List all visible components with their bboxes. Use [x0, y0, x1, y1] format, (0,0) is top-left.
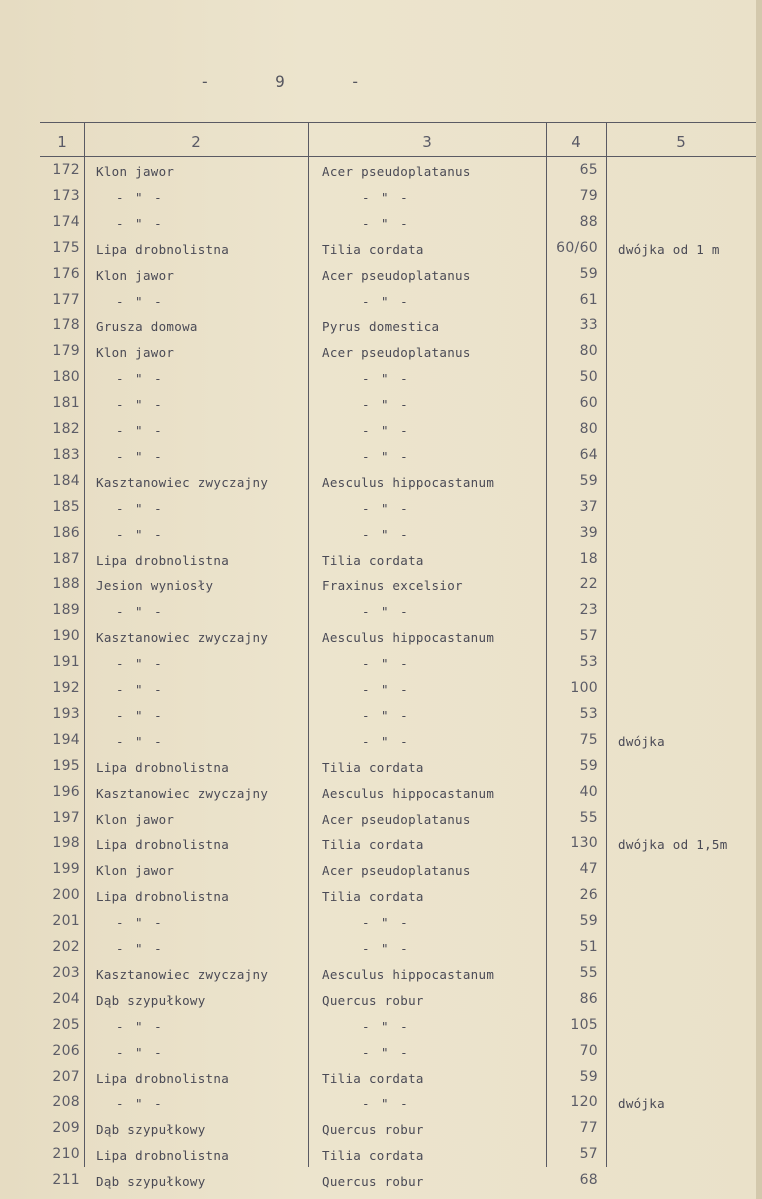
latin-name: - " - [362, 371, 410, 387]
measurement-value: 70 [579, 1042, 598, 1059]
page-number-value: 9 [275, 72, 285, 91]
row-number: 191 [52, 654, 80, 671]
table-row [0, 1170, 762, 1196]
latin-name: Tilia cordata [322, 889, 424, 905]
row-number: 189 [52, 602, 80, 619]
measurement-value: 79 [579, 187, 598, 204]
table-row [0, 652, 762, 678]
measurement-value: 47 [579, 861, 598, 878]
common-name: Kasztanowiec zwyczajny [96, 630, 269, 646]
page-number [200, 72, 360, 91]
measurement-value: 37 [579, 498, 598, 515]
latin-name: Tilia cordata [322, 759, 424, 775]
row-number: 185 [52, 498, 80, 515]
table-row [0, 264, 762, 290]
row-number: 183 [52, 446, 80, 463]
common-name: Jesion wyniosły [96, 578, 214, 594]
measurement-value: 18 [579, 550, 598, 567]
row-number: 203 [52, 964, 80, 981]
latin-name: - " - [362, 682, 410, 697]
table-row [0, 1067, 762, 1093]
table-row [0, 937, 762, 963]
latin-name: Acer pseudoplatanus [322, 267, 471, 283]
common-name: - " - [116, 915, 164, 931]
common-name: - " - [116, 941, 164, 956]
row-number: 182 [52, 421, 80, 437]
measurement-value: 39 [579, 524, 598, 541]
row-number: 193 [52, 705, 80, 722]
row-number: 201 [52, 913, 80, 930]
row-number: 199 [52, 861, 80, 878]
common-name: - " - [116, 423, 164, 438]
table-row [0, 238, 762, 264]
common-name: Lipa drobnolistna [96, 552, 230, 568]
measurement-value: 80 [579, 343, 598, 360]
row-number: 198 [52, 835, 80, 852]
common-name: - " - [116, 215, 164, 231]
table-row [0, 808, 762, 834]
row-number: 187 [52, 550, 80, 567]
latin-name: Acer pseudoplatanus [322, 811, 471, 827]
remark: dwójka [618, 733, 665, 749]
table-row [0, 1041, 762, 1067]
latin-name: - " - [362, 1096, 410, 1112]
latin-name: Tilia cordata [322, 552, 424, 568]
remark: dwójka od 1 m [618, 241, 720, 257]
row-number: 197 [52, 809, 80, 826]
latin-name: Aesculus hippocastanum [322, 785, 495, 801]
common-name: - " - [116, 682, 164, 697]
table-row [0, 445, 762, 471]
table-header-rule [40, 156, 756, 157]
latin-name: - " - [362, 707, 410, 723]
latin-name: - " - [362, 423, 410, 438]
table-row [0, 678, 762, 704]
common-name: Kasztanowiec zwyczajny [96, 474, 269, 490]
common-name: Lipa drobnolistna [96, 837, 230, 853]
common-name: - " - [116, 397, 164, 413]
measurement-value: 120 [570, 1094, 598, 1111]
measurement-value: 80 [579, 421, 598, 437]
page-dash-left: - [200, 72, 210, 91]
latin-name: - " - [362, 1018, 410, 1034]
row-number: 204 [52, 990, 80, 1007]
measurement-value: 59 [579, 265, 598, 282]
table-row [0, 756, 762, 782]
table-row [0, 911, 762, 937]
measurement-value: 53 [579, 654, 598, 671]
table-row [0, 704, 762, 730]
common-name: Dąb szypułkowy [96, 1174, 206, 1190]
row-number: 173 [52, 187, 80, 204]
latin-name: - " - [362, 915, 410, 931]
measurement-value: 65 [579, 162, 598, 178]
table-row [0, 1144, 762, 1170]
common-name: Dąb szypułkowy [96, 1122, 206, 1138]
row-number: 194 [52, 731, 80, 748]
latin-name: Aesculus hippocastanum [322, 630, 495, 646]
measurement-value: 55 [579, 809, 598, 826]
table-row [0, 471, 762, 497]
table-row [0, 989, 762, 1015]
measurement-value: 59 [579, 1068, 598, 1085]
common-name: - " - [116, 707, 164, 723]
common-name: - " - [116, 1096, 164, 1112]
table-row [0, 574, 762, 600]
table-row [0, 885, 762, 911]
common-name: Klon jawor [96, 863, 175, 879]
common-name: - " - [116, 656, 164, 672]
common-name: Kasztanowiec zwyczajny [96, 785, 269, 801]
latin-name: Aesculus hippocastanum [322, 966, 495, 982]
row-number: 192 [52, 680, 80, 696]
measurement-value: 77 [579, 1120, 598, 1137]
table-row [0, 859, 762, 885]
measurement-value: 53 [579, 705, 598, 722]
table-row [0, 497, 762, 523]
measurement-value: 105 [570, 1016, 598, 1033]
latin-name: Tilia cordata [322, 1148, 424, 1164]
measurement-value: 60/60 [556, 239, 598, 256]
common-name: - " - [116, 371, 164, 387]
measurement-value: 59 [579, 913, 598, 930]
measurement-value: 22 [579, 576, 598, 593]
row-number: 176 [52, 265, 80, 282]
latin-name: Tilia cordata [322, 241, 424, 257]
measurement-value: 59 [579, 472, 598, 489]
common-name: - " - [116, 526, 164, 542]
latin-name: Fraxinus excelsior [322, 578, 463, 594]
common-name: - " - [116, 500, 164, 516]
measurement-value: 57 [579, 1146, 598, 1163]
remark: dwójka od 1,5m [618, 837, 728, 853]
common-name: - " - [116, 604, 164, 620]
measurement-value: 86 [579, 990, 598, 1007]
row-number: 211 [52, 1172, 80, 1189]
table-row [0, 1118, 762, 1144]
measurement-value: 33 [579, 317, 598, 334]
row-number: 209 [52, 1120, 80, 1137]
common-name: Lipa drobnolistna [96, 1148, 230, 1164]
column-header-3: 3 [422, 133, 432, 151]
measurement-value: 51 [579, 939, 598, 955]
measurement-value: 59 [579, 757, 598, 774]
latin-name: - " - [362, 733, 410, 749]
row-number: 188 [52, 576, 80, 593]
row-number: 175 [52, 239, 80, 256]
row-number: 181 [52, 395, 80, 412]
table-row [0, 1015, 762, 1041]
measurement-value: 40 [579, 783, 598, 800]
table-row [0, 290, 762, 316]
measurement-value: 50 [579, 369, 598, 386]
latin-name: - " - [362, 656, 410, 672]
common-name: Dąb szypułkowy [96, 992, 206, 1008]
latin-name: Aesculus hippocastanum [322, 474, 495, 490]
table-row [0, 626, 762, 652]
common-name: - " - [116, 1018, 164, 1034]
column-header-4: 4 [571, 133, 581, 151]
common-name: - " - [116, 448, 164, 464]
latin-name: Quercus robur [322, 1122, 424, 1138]
measurement-value: 100 [570, 680, 598, 696]
column-header-1: 1 [57, 133, 67, 151]
latin-name: - " - [362, 448, 410, 464]
table-row [0, 730, 762, 756]
common-name: - " - [116, 189, 164, 205]
common-name: Lipa drobnolistna [96, 1070, 230, 1086]
row-number: 196 [52, 783, 80, 800]
latin-name: Quercus robur [322, 992, 424, 1008]
column-header-2: 2 [191, 133, 201, 151]
row-number: 210 [52, 1146, 80, 1163]
common-name: - " - [116, 293, 164, 309]
latin-name: Quercus robur [322, 1174, 424, 1190]
table-row [0, 549, 762, 575]
common-name: Klon jawor [96, 811, 175, 827]
common-name: Klon jawor [96, 164, 175, 179]
common-name: Lipa drobnolistna [96, 889, 230, 905]
row-number: 184 [52, 472, 80, 489]
latin-name: Tilia cordata [322, 1070, 424, 1086]
latin-name: - " - [362, 526, 410, 542]
common-name: Lipa drobnolistna [96, 241, 230, 257]
table-row [0, 341, 762, 367]
table-row [0, 315, 762, 341]
common-name: Klon jawor [96, 345, 175, 361]
row-number: 202 [52, 939, 80, 955]
latin-name: - " - [362, 941, 410, 956]
row-number: 174 [52, 213, 80, 230]
row-number: 172 [52, 162, 80, 178]
row-number: 178 [52, 317, 80, 334]
row-number: 186 [52, 524, 80, 541]
page-dash-right: - [350, 72, 360, 91]
table-row [0, 833, 762, 859]
table-row [0, 393, 762, 419]
measurement-value: 55 [579, 964, 598, 981]
table-row [0, 782, 762, 808]
table-row [0, 419, 762, 445]
row-number: 208 [52, 1094, 80, 1111]
latin-name: - " - [362, 1044, 410, 1060]
measurement-value: 57 [579, 628, 598, 645]
row-number: 190 [52, 628, 80, 645]
table-row [0, 160, 762, 186]
measurement-value: 26 [579, 887, 598, 904]
common-name: - " - [116, 733, 164, 749]
table-row [0, 367, 762, 393]
measurement-value: 60 [579, 395, 598, 412]
row-number: 206 [52, 1042, 80, 1059]
latin-name: Acer pseudoplatanus [322, 164, 471, 179]
table-row [0, 212, 762, 238]
table-row [0, 186, 762, 212]
row-number: 179 [52, 343, 80, 360]
common-name: Grusza domowa [96, 319, 198, 335]
latin-name: - " - [362, 500, 410, 516]
row-number: 205 [52, 1016, 80, 1033]
table-row [0, 600, 762, 626]
measurement-value: 61 [579, 291, 598, 308]
common-name: Lipa drobnolistna [96, 759, 230, 775]
common-name: Kasztanowiec zwyczajny [96, 966, 269, 982]
latin-name: - " - [362, 189, 410, 205]
measurement-value: 130 [570, 835, 598, 852]
latin-name: - " - [362, 397, 410, 413]
column-header-5: 5 [676, 133, 686, 151]
measurement-value: 68 [579, 1172, 598, 1189]
measurement-value: 88 [579, 213, 598, 230]
table-top-rule [40, 122, 756, 123]
row-number: 200 [52, 887, 80, 904]
latin-name: - " - [362, 293, 410, 309]
measurement-value: 64 [579, 446, 598, 463]
latin-name: - " - [362, 604, 410, 620]
table-row [0, 1092, 762, 1118]
table-row [0, 523, 762, 549]
row-number: 177 [52, 291, 80, 308]
table-row [0, 963, 762, 989]
latin-name: - " - [362, 215, 410, 231]
measurement-value: 75 [579, 731, 598, 748]
measurement-value: 23 [579, 602, 598, 619]
row-number: 207 [52, 1068, 80, 1085]
remark: dwójka [618, 1096, 665, 1112]
row-number: 195 [52, 757, 80, 774]
latin-name: Pyrus domestica [322, 319, 440, 335]
common-name: - " - [116, 1044, 164, 1060]
row-number: 180 [52, 369, 80, 386]
common-name: Klon jawor [96, 267, 175, 283]
latin-name: Acer pseudoplatanus [322, 863, 471, 879]
latin-name: Acer pseudoplatanus [322, 345, 471, 361]
latin-name: Tilia cordata [322, 837, 424, 853]
